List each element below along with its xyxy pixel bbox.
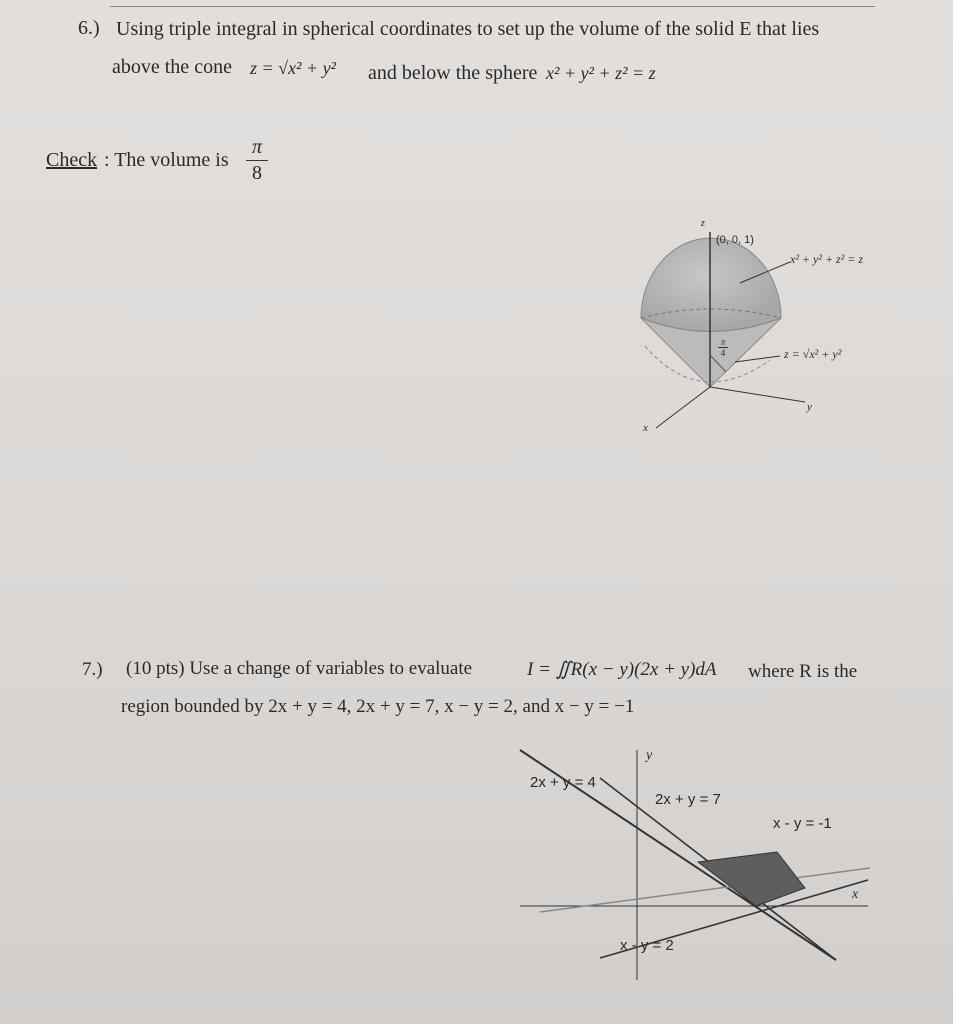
x-axis-label: x: [643, 422, 648, 434]
label-2x-y-4: 2x + y = 4: [530, 774, 596, 791]
problem6-number: 6.): [78, 17, 100, 39]
problem6-line1: Using triple integral in spherical coordinates to set up the volume of the solid E that lies: [116, 18, 820, 40]
volume-numerator: π: [251, 136, 263, 158]
check-text: : The volume is: [104, 149, 229, 171]
label-2x-y-7: 2x + y = 7: [655, 791, 721, 808]
integral-expression: I = ∬R(x − y)(2x + y)dA: [527, 659, 717, 680]
sphere-equation: x² + y² + z² = z: [546, 63, 656, 83]
line-x-y-neg1: [540, 868, 870, 912]
label-x-y-neg1: x - y = -1: [773, 815, 832, 832]
y-axis-label: y: [807, 401, 812, 413]
problem6-line2-mid: and below the sphere: [368, 62, 538, 84]
volume-denominator: 8: [252, 162, 262, 184]
point-label: (0, 0, 1): [716, 234, 754, 246]
problem7-line1-post: where R is the: [748, 661, 858, 682]
y-axis-label-7: y: [646, 748, 653, 763]
cone-figure-label: z = √x² + y²: [784, 347, 842, 361]
sphere-figure-label: x² + y² + z² = z: [790, 252, 864, 266]
problem7-line2: region bounded by 2x + y = 4, 2x + y = 7, x − y = 2, and x − y = −1: [121, 696, 635, 717]
problem6-line2-pre: above the cone: [112, 56, 232, 78]
angle-denominator: 4: [720, 348, 726, 358]
x-axis-label-7: x: [852, 887, 859, 902]
problem7-line1-pre: (10 pts) Use a change of variables to evaluate: [126, 658, 473, 679]
check-label: Check: [46, 149, 98, 171]
problem7-number: 7.): [82, 659, 103, 680]
angle-numerator: π: [720, 337, 726, 347]
z-axis-label: z: [701, 218, 705, 229]
cone-equation: z = √x² + y²: [250, 58, 336, 78]
label-x-y-2: x - y = 2: [620, 937, 674, 954]
